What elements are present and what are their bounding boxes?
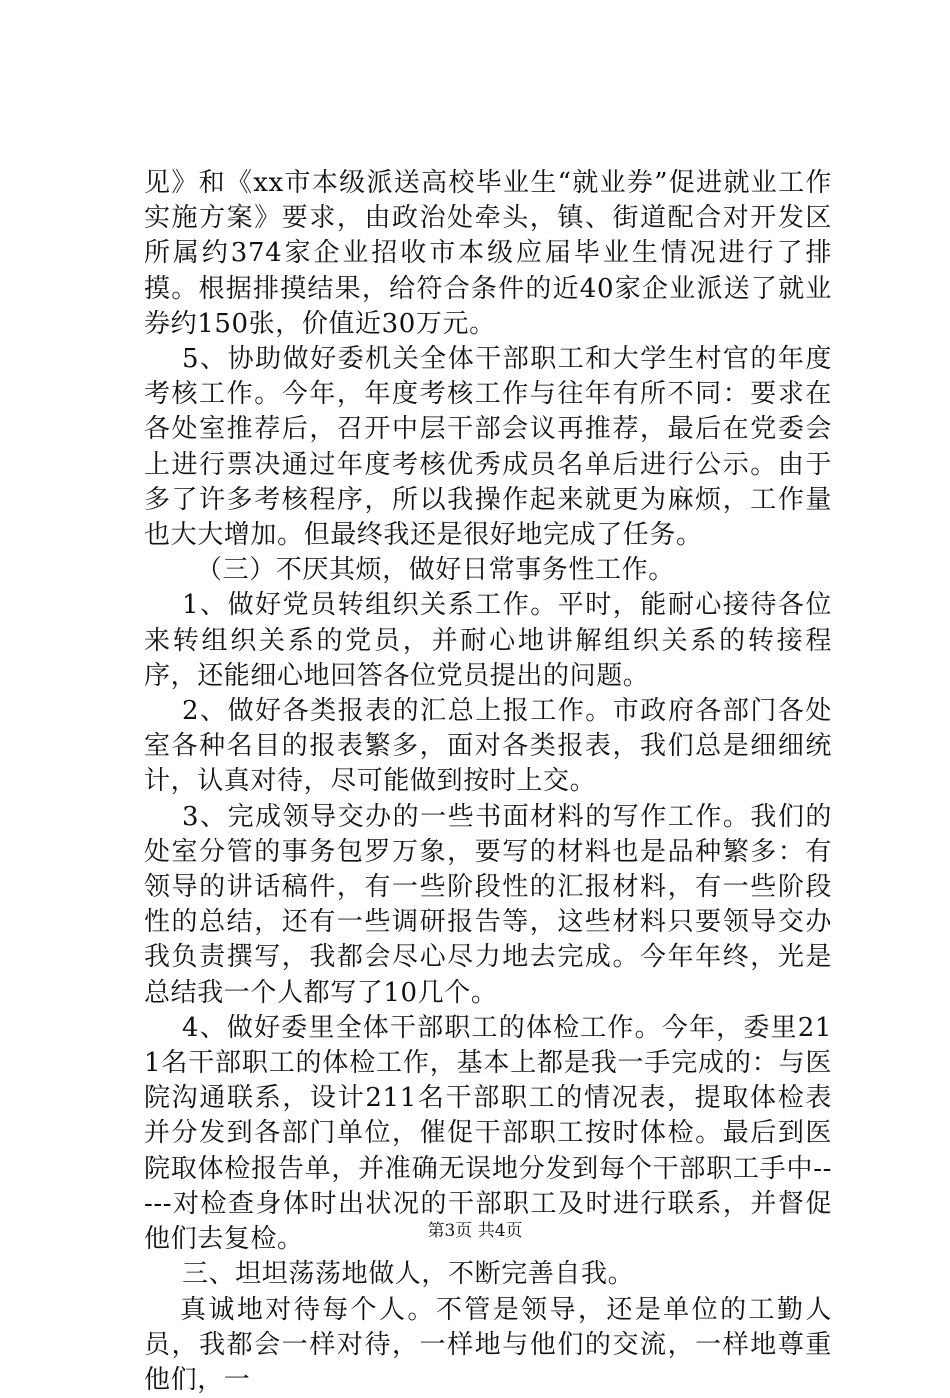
paragraph: 4、做好委里全体干部职工的体检工作。今年，委里211名干部职工的体检工作，基本上都是我一手完成的：与医院沟通联系，设计211名干部职工的情况表，提取体检表并分发到各部门单位，催促干部职工按时体检。最后到医院取体检报告单，并准确无误地分发到每个干部职工手中-----对检查身体时出状况的干部职工及时进行联系，并督促他们去复检。 [144,1011,832,1257]
section-heading: 三、坦坦荡荡地做人，不断完善自我。 [144,1257,832,1292]
paragraph: 1、做好党员转组织关系工作。平时，能耐心接待各位来转组织关系的党员，并耐心地讲解组织关系的转接程序，还能细心地回答各位党员提出的问题。 [144,588,832,694]
paragraph: 真诚地对待每个人。不管是领导，还是单位的工勤人员，我都会一样对待，一样地与他们的交流，一样地尊重他们，一 [144,1293,832,1398]
paragraph: 见》和《xx市本级派送高校毕业生“就业券”促进就业工作实施方案》要求，由政治处牵头，镇、街道配合对开发区所属约374家企业招收市本级应届毕业生情况进行了排摸。根据排摸结果，给符合条件的近40家企业派送了就业券约150张，价值近30万元。 [144,166,832,342]
document-body [144,166,832,1398]
page-number: 第3页 共4页 [0,1216,950,1241]
paragraph: 2、做好各类报表的汇总上报工作。市政府各部门各处室各种名目的报表繁多，面对各类报表，我们总是细细统计，认真对待，尽可能做到按时上交。 [144,694,832,800]
section-heading: （三）不厌其烦，做好日常事务性工作。 [144,553,832,588]
paragraph: 5、协助做好委机关全体干部职工和大学生村官的年度考核工作。今年，年度考核工作与往年有所不同：要求在各处室推荐后，召开中层干部会议再推荐，最后在党委会上进行票决通过年度考核优秀成员名单后进行公示。由于多了许多考核程序，所以我操作起来就更为麻烦，工作量也大大增加。但最终我还是很好地完成了任务。 [144,342,832,553]
paragraph: 3、完成领导交办的一些书面材料的写作工作。我们的处室分管的事务包罗万象，要写的材料也是品种繁多：有领导的讲话稿件，有一些阶段性的汇报材料，有一些阶段性的总结，还有一些调研报告等，这些材料只要领导交办我负责撰写，我都会尽心尽力地去完成。今年年终，光是总结我一个人都写了10几个。 [144,800,832,1011]
